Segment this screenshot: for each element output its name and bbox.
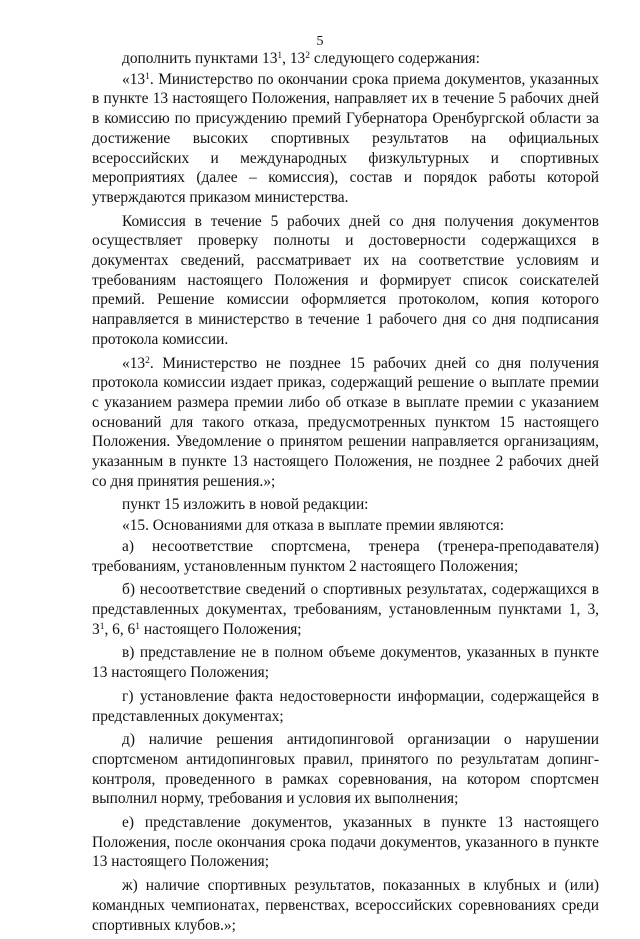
paragraph-text: пункт 15 изложить в новой редакции:: [122, 496, 369, 514]
paragraph-item-15-intro: [92, 495, 599, 515]
paragraph-clause-15-heading: [92, 516, 599, 536]
paragraph-text: а) несоответствие спортсмена, тренера (тренера-преподавателя) требованиям, установленным пунктом 2 настоящего Положения;: [92, 537, 599, 575]
superscript-index: 1: [277, 51, 283, 61]
page-number: 5: [316, 34, 324, 49]
document-body: [92, 49, 599, 939]
paragraph-text: д) наличие решения антидопинговой организации о нарушении спортсменом антидопинговых правил, принятого по результатам допинг-контроля, проведенного в рамках соревнования, на котором спортсмен выполнил норму, требования и условия их выполнения;: [92, 731, 599, 808]
paragraph-text: . Министерство не позднее 15 рабочих дней со дня получения протокола комиссии издает приказ, содержащий решение о выплате премии с указанием размера премии либо об отказе в выплате премии с указанием оснований для такого отказа, предусмотренных пунктом 15 настоящего Положения. Уведомление о принятом решении направляется организациям, указанным в пункте 13 настоящего Положения, не позднее 2 рабочих дней со дня принятия решения.»;: [92, 354, 599, 490]
paragraph-text: в) представление не в полном объеме документов, указанных в пункте 13 настоящего Положения;: [92, 644, 599, 682]
paragraph-item-b: [92, 580, 599, 639]
superscript-index: 1: [99, 621, 105, 632]
paragraph-text: дополнить пунктами 13: [122, 50, 278, 67]
paragraph-text: «13: [122, 354, 146, 372]
paragraph-text: «13: [122, 70, 146, 88]
paragraph-item-d: [92, 730, 599, 809]
paragraph-text: б) несоответствие сведений о спортивных результатах, содержащихся в представленных документах, требованиям, установленным пунктами 1, 3, 3: [92, 581, 599, 638]
paragraph-text: е) представление документов, указанных в пункте 13 настоящего Положения, после окончания срока подачи документов, указанного в пункте 13 настоящего Положения;: [92, 814, 599, 871]
superscript-index: 2: [145, 355, 150, 366]
superscript-index: 2: [305, 51, 310, 61]
paragraph-item-zh: [92, 876, 599, 935]
paragraph-clause-13-2: [92, 354, 599, 492]
paragraph-text: ж) наличие спортивных результатов, показанных в клубных и (или) командных чемпионатах, первенствах, всероссийских соревнованиях среди спортивных клубов.»;: [92, 877, 599, 934]
paragraph-text: г) установление факта недостоверности информации, содержащейся в представленных документах;: [92, 687, 599, 725]
paragraph-clause-13-1: [92, 70, 599, 208]
paragraph-text: настоящего Положения;: [139, 620, 302, 638]
paragraph-commission-paragraph: [92, 212, 599, 350]
paragraph-text: «15. Основаниями для отказа в выплате премии являются:: [122, 517, 505, 535]
superscript-index: 1: [145, 71, 150, 82]
paragraph-item-e: [92, 813, 599, 872]
paragraph-text: . Министерство по окончании срока приема документов, указанных в пункте 13 настоящего Положения, направляет их в течение 5 рабочих дней в комиссию по присуждению премий Губернатора Оренбургской области за достижение высоких спортивных результатов на официальных всероссийских и международных физкультурных и спортивных мероприятиях (далее – комиссия), состав и порядок работы которой утверждаются приказом министерства.: [92, 70, 599, 206]
superscript-index: 1: [135, 621, 140, 632]
paragraph-item-a: [92, 537, 599, 576]
paragraph-text: Комиссия в течение 5 рабочих дней со дня получения документов осуществляет проверку полноты и достоверности содержащихся в документах сведений, рассматривает их на соответствие условиям и требованиям настоящего Положения и формирует список соискателей премий. Решение комиссии оформляется протоколом, копия которого направляется в министерство в течение 1 рабочего дня со дня подписания протокола комиссии.: [92, 212, 599, 348]
paragraph-text: , 13: [282, 50, 306, 67]
paragraph-item-g: [92, 687, 599, 726]
paragraph-text: следующего содержания:: [310, 50, 480, 67]
paragraph-item-v: [92, 643, 599, 682]
paragraph-text: , 6, 6: [104, 620, 136, 638]
paragraph-intro-line: [92, 49, 599, 69]
